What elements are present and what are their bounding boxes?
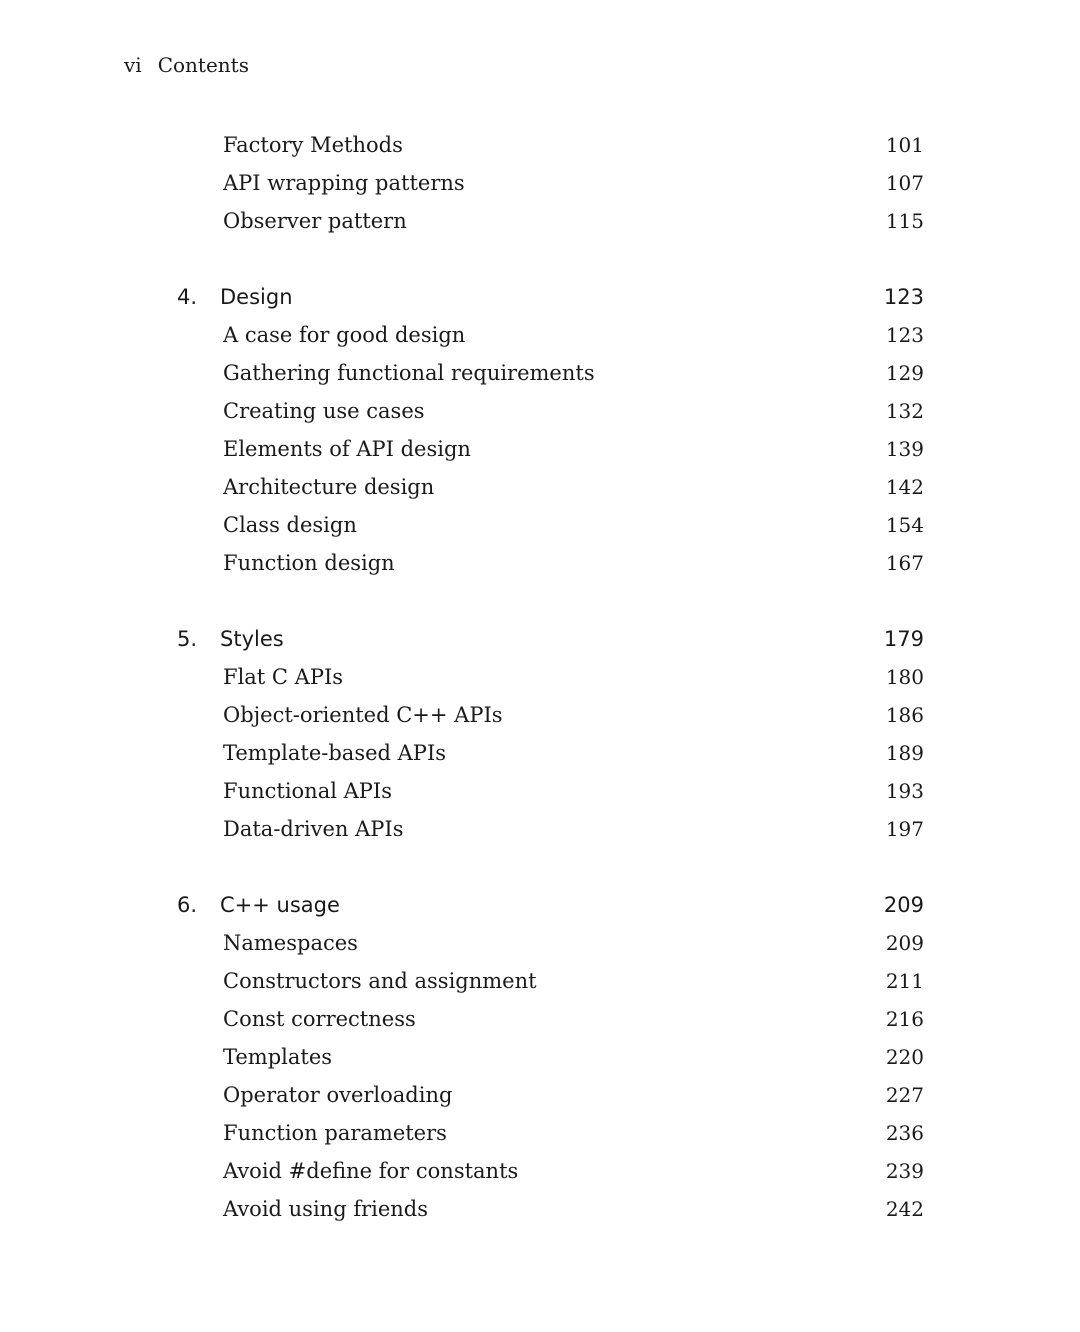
chapter-gap (0, 240, 1080, 278)
section-title: Template-based APIs (223, 741, 447, 765)
section-title: Data-driven APIs (223, 817, 404, 841)
section-title: Function parameters (223, 1121, 447, 1145)
section-title: Templates (223, 1045, 333, 1069)
toc-section-row[interactable] (0, 202, 1080, 240)
toc-page-number: 209 (883, 893, 924, 917)
toc-page-number: 101 (885, 133, 924, 157)
toc-page-number: 107 (885, 171, 924, 195)
toc-section-row[interactable] (0, 1190, 1080, 1228)
toc-section-row[interactable] (0, 468, 1080, 506)
toc-page-number: 189 (885, 741, 924, 765)
chapter-title: Styles (220, 627, 284, 651)
toc-section-row[interactable] (0, 1038, 1080, 1076)
toc-section-row[interactable] (0, 1076, 1080, 1114)
toc-page-number: 197 (885, 817, 924, 841)
section-title: Constructors and assignment (223, 969, 537, 993)
section-title: Avoid #define for constants (223, 1159, 519, 1183)
table-of-contents (0, 126, 1080, 1228)
toc-section-row[interactable] (0, 658, 1080, 696)
toc-page-number: 154 (885, 513, 924, 537)
toc-chapter-row[interactable] (0, 278, 1080, 316)
chapter-title: C++ usage (220, 893, 340, 917)
toc-section-row[interactable] (0, 962, 1080, 1000)
chapter-number: 6. (177, 893, 198, 917)
toc-page-number: 193 (885, 779, 924, 803)
toc-page-number: 216 (885, 1007, 924, 1031)
toc-page-number: 227 (885, 1083, 924, 1107)
toc-chapter-row[interactable] (0, 886, 1080, 924)
section-title: Class design (223, 513, 357, 537)
toc-section-row[interactable] (0, 430, 1080, 468)
toc-page-number: 236 (885, 1121, 924, 1145)
running-title: Contents (157, 53, 249, 77)
toc-page-number: 220 (885, 1045, 924, 1069)
section-title: Creating use cases (223, 399, 425, 423)
toc-page-number: 186 (885, 703, 924, 727)
toc-section-row[interactable] (0, 810, 1080, 848)
running-head (124, 52, 249, 78)
toc-section-row[interactable] (0, 544, 1080, 582)
toc-page-number: 142 (885, 475, 924, 499)
section-title: Gathering functional requirements (223, 361, 595, 385)
toc-section-row[interactable] (0, 734, 1080, 772)
page-number: vi (124, 53, 142, 77)
section-title: Object-oriented C++ APIs (223, 703, 503, 727)
toc-page-number: 239 (885, 1159, 924, 1183)
toc-chapter-row[interactable] (0, 620, 1080, 658)
toc-section-row[interactable] (0, 506, 1080, 544)
toc-section-row[interactable] (0, 772, 1080, 810)
toc-page-number: 123 (883, 285, 924, 309)
section-title: Architecture design (223, 475, 435, 499)
section-title: A case for good design (223, 323, 466, 347)
toc-section-row[interactable] (0, 696, 1080, 734)
section-title: Avoid using friends (223, 1197, 429, 1221)
section-title: Namespaces (223, 931, 358, 955)
section-title: Elements of API design (223, 437, 471, 461)
toc-section-row[interactable] (0, 354, 1080, 392)
section-title: Factory Methods (223, 133, 403, 157)
toc-page-number: 132 (885, 399, 924, 423)
toc-section-row[interactable] (0, 164, 1080, 202)
toc-page-number: 167 (885, 551, 924, 575)
section-title: Const correctness (223, 1007, 416, 1031)
toc-section-row[interactable] (0, 316, 1080, 354)
toc-page-number: 139 (885, 437, 924, 461)
chapter-number: 4. (177, 285, 198, 309)
section-title: Function design (223, 551, 395, 575)
toc-section-row[interactable] (0, 392, 1080, 430)
toc-page-number: 123 (885, 323, 924, 347)
toc-section-row[interactable] (0, 1000, 1080, 1038)
toc-page-number: 209 (885, 931, 924, 955)
chapter-number: 5. (177, 627, 198, 651)
toc-page-number: 115 (885, 209, 924, 233)
toc-page-number: 129 (885, 361, 924, 385)
chapter-title: Design (220, 285, 293, 309)
toc-section-row[interactable] (0, 1152, 1080, 1190)
chapter-gap (0, 582, 1080, 620)
section-title: Flat C APIs (223, 665, 344, 689)
toc-page-number: 179 (883, 627, 924, 651)
section-title: Operator overloading (223, 1083, 453, 1107)
toc-section-row[interactable] (0, 924, 1080, 962)
toc-section-row[interactable] (0, 126, 1080, 164)
toc-section-row[interactable] (0, 1114, 1080, 1152)
section-title: Functional APIs (223, 779, 392, 803)
section-title: Observer pattern (223, 209, 407, 233)
toc-page-number: 242 (885, 1197, 924, 1221)
section-title: API wrapping patterns (223, 171, 465, 195)
toc-page-number: 180 (885, 665, 924, 689)
toc-page-number: 211 (885, 969, 924, 993)
chapter-gap (0, 848, 1080, 886)
